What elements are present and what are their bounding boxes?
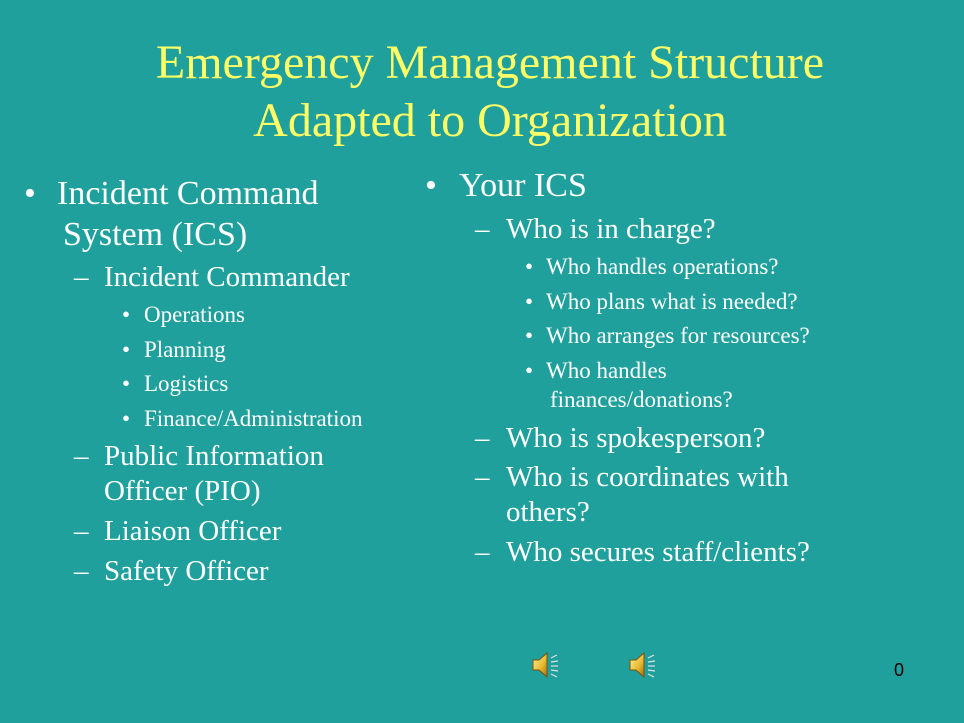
bullet-dash: –	[74, 261, 89, 293]
question-operations: Who handles operations?	[546, 254, 779, 279]
question-coordinates-line-1: Who is coordinates with	[506, 461, 789, 493]
ics-heading-line-2: System (ICS)	[63, 216, 248, 253]
speaker-icon[interactable]	[530, 648, 560, 682]
bullet-dot: •	[425, 167, 437, 204]
section-planning: Planning	[144, 337, 226, 362]
bullet-dash: –	[74, 440, 89, 472]
bullet-dot: •	[122, 371, 131, 396]
bullet-dash: –	[475, 213, 490, 245]
your-ics-heading: Your ICS	[459, 167, 587, 204]
question-resources: Who arranges for resources?	[546, 323, 810, 348]
speaker-icon[interactable]	[627, 648, 657, 682]
question-secures: Who secures staff/clients?	[506, 536, 810, 568]
title-line-2: Adapted to Organization	[253, 94, 727, 147]
bullet-dash: –	[475, 536, 490, 568]
slide-title	[0, 34, 964, 150]
bullet-dot: •	[525, 358, 534, 383]
bullet-dash: –	[475, 461, 490, 493]
bullet-dot: •	[122, 337, 131, 362]
incident-commander: Incident Commander	[104, 261, 350, 293]
bullet-dot: •	[525, 289, 534, 314]
section-logistics: Logistics	[144, 371, 229, 396]
bullet-dot: •	[122, 302, 131, 327]
pio-line-2: Officer (PIO)	[104, 475, 261, 507]
bullet-dash: –	[74, 555, 89, 587]
bullet-dash: –	[74, 515, 89, 547]
ics-heading-line-1: Incident Command	[57, 175, 319, 212]
pio-line-1: Public Information	[104, 440, 324, 472]
section-operations: Operations	[144, 302, 245, 327]
bullet-dot: •	[525, 323, 534, 348]
question-in-charge: Who is in charge?	[506, 213, 716, 245]
bullet-dot: •	[24, 175, 36, 212]
safety-officer: Safety Officer	[104, 555, 269, 587]
question-planning: Who plans what is needed?	[546, 289, 798, 314]
question-coordinates-line-2: others?	[506, 496, 590, 528]
page-number: 0	[894, 660, 905, 680]
bullet-dot: •	[525, 254, 534, 279]
title-line-1: Emergency Management Structure	[155, 36, 825, 89]
question-spokesperson: Who is spokesperson?	[506, 422, 766, 454]
liaison-officer: Liaison Officer	[104, 515, 282, 547]
bullet-dash: –	[475, 422, 490, 454]
bullet-dot: •	[122, 406, 131, 431]
question-finance-line-2: finances/donations?	[550, 387, 733, 412]
section-finance: Finance/Administration	[144, 406, 363, 431]
question-finance-line-1: Who handles	[546, 358, 667, 383]
